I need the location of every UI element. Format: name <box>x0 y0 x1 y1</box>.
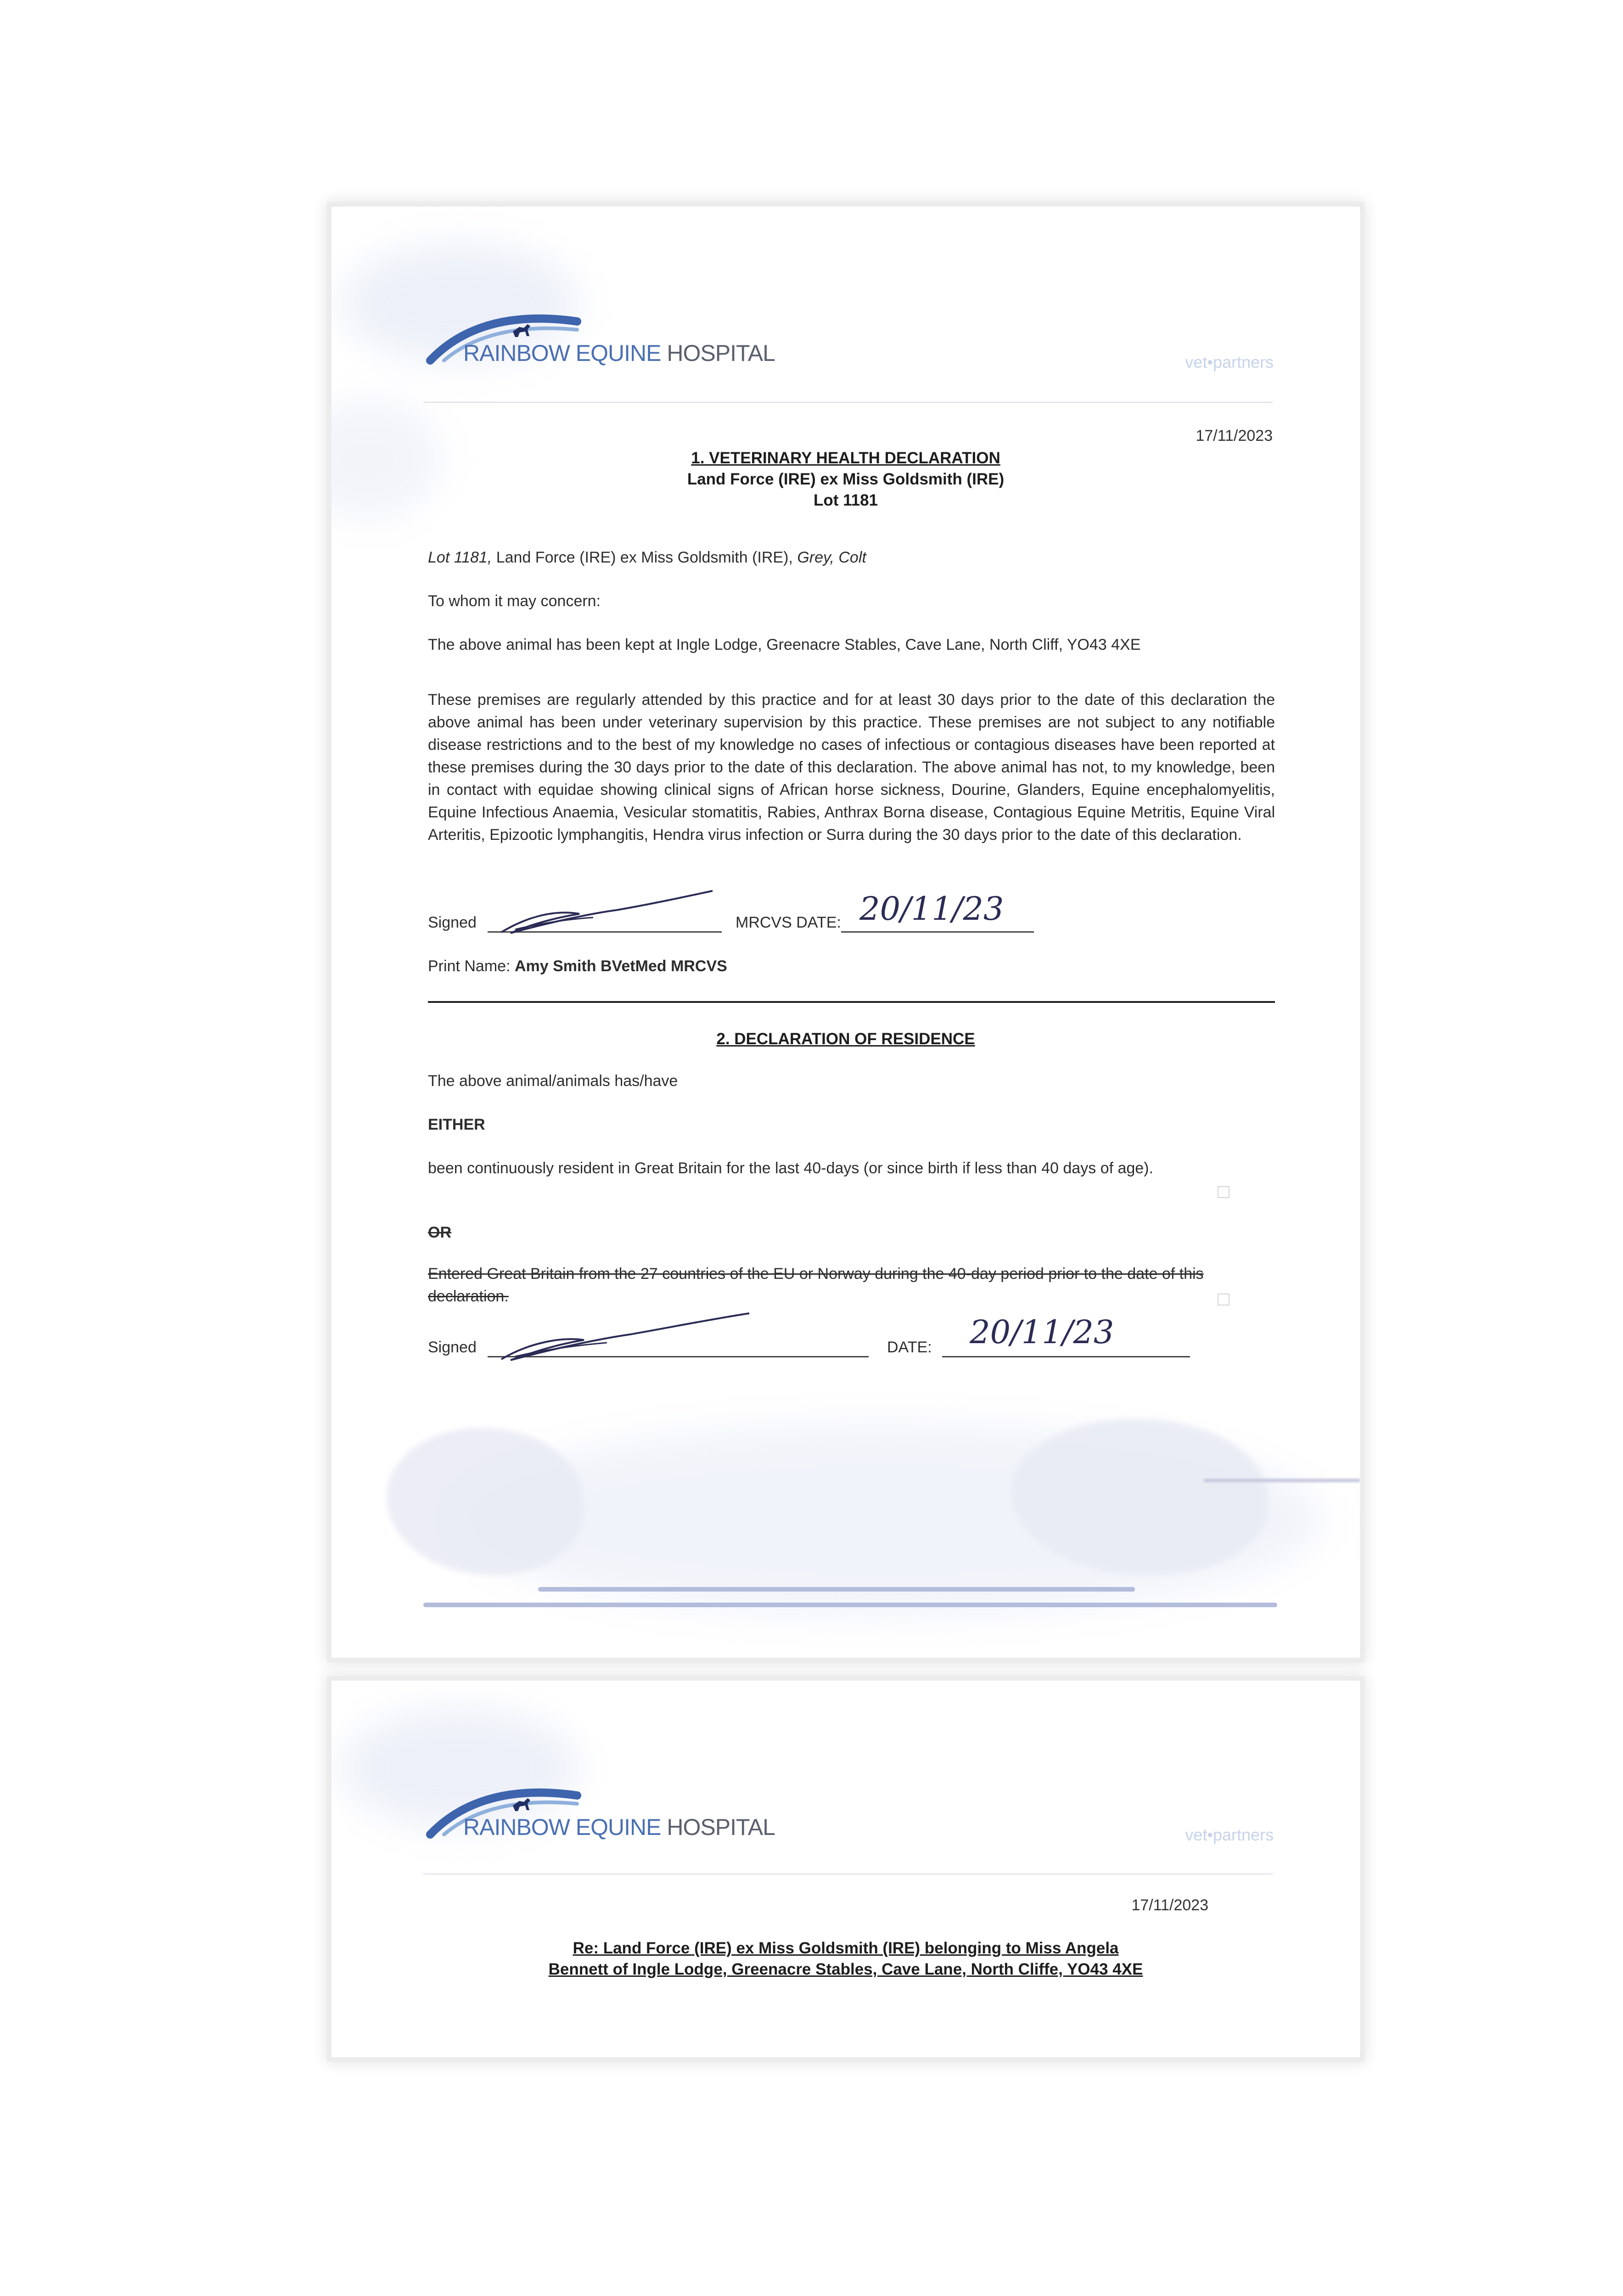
handwritten-date: 20/11/23 <box>859 890 1004 928</box>
horse-name-heading: Land Force (IRE) ex Miss Goldsmith (IRE) <box>687 470 1005 488</box>
signed-label-2: Signed <box>428 1339 477 1356</box>
lot-colour-sex: Grey, Colt <box>797 549 866 566</box>
document-date: 17/11/2023 <box>1196 427 1273 445</box>
horse-icon <box>513 1798 530 1811</box>
residence-option-2: Entered Great Britain from the 27 countries of the EU or Norway during the 40-day period prior to the date of this declaration. <box>428 1265 1204 1305</box>
lot-number: Lot 1181 <box>813 491 878 509</box>
kept-location: The above animal has been kept at Ingle Lodge, Greenacre Stables, Cave Lane, North Cliff, YO43 4XE <box>428 636 1141 653</box>
print-name <box>428 955 1275 978</box>
document-page-2 <box>331 1681 1360 2057</box>
salutation: To whom it may concern: <box>428 592 601 610</box>
or-label: OR <box>428 1224 451 1241</box>
re-line-2: Bennett of Ingle Lodge, Greenacre Stables, Cave Lane, North Cliffe, YO43 4XE <box>548 1960 1143 1978</box>
logo-name-suffix: HOSPITAL <box>661 340 775 366</box>
partner-logo-2: vet•partners <box>1185 1825 1274 1844</box>
declaration-1-heading: 1. VETERINARY HEALTH DECLARATION <box>691 449 1000 467</box>
lot-horse: Land Force (IRE) ex Miss Goldsmith (IRE), <box>492 549 797 566</box>
handwritten-date-2: 20/11/23 <box>970 1313 1114 1351</box>
health-declaration-body: These premises are regularly attended by this practice and for at least 30 days prior to the date of this declaration the above animal has been under veterinary supervision by this practice. These premises are not subject to any notifiable disease restrictions and to the best of my knowledge no cases of infectious or contagious diseases have been reported at these premises during the 30 days prior to the date of this declaration. The above animal has not, to my knowledge, been in contact with equidae showing clinical signs of African horse sickness, Dourine, Glanders, Equine encephalomyelitis, Equine Infectious Anaemia, Vesicular stomatitis, Rabies, Anthrax Borna disease, Contagious Equine Metritis, Equine Viral Arteritis, Epizootic lymphangitis, Hendra virus infection or Surra during the 30 days prior to the date of this declaration. <box>428 691 1275 844</box>
logo-text <box>463 1814 775 1840</box>
page-edge-mark <box>1204 1479 1360 1482</box>
declaration-2-title-block <box>331 1029 1360 1050</box>
vet-signature <box>497 882 717 941</box>
signed-label: Signed <box>428 914 477 931</box>
logo-text <box>463 340 775 366</box>
re-line-block <box>331 1938 1360 1980</box>
date-line <box>841 931 1034 933</box>
logo-name-prefix: RAINBOW EQUINE <box>463 1814 661 1840</box>
header-divider <box>423 402 1273 403</box>
horse-icon <box>513 324 530 337</box>
lot-description <box>428 546 1275 569</box>
mrcvs-date-label: MRCVS DATE: <box>736 914 841 931</box>
residence-intro: The above animal/animals has/have <box>428 1072 678 1090</box>
partner-logo: vet•partners <box>1185 353 1274 371</box>
print-name-value: Amy Smith BVetMed MRCVS <box>514 957 727 975</box>
document-date-2: 17/11/2023 <box>1131 1896 1208 1914</box>
declaration-2-heading: 2. DECLARATION OF RESIDENCE <box>716 1030 975 1048</box>
logo-name-suffix: HOSPITAL <box>661 1814 775 1840</box>
residence-option-1: been continuously resident in Great Britain for the last 40-days (or since birth if less than 40 days of age). <box>428 1159 1153 1177</box>
re-line-1: Re: Land Force (IRE) ex Miss Goldsmith (IRE) belonging to Miss Angela <box>573 1939 1119 1957</box>
either-label: EITHER <box>428 1116 485 1133</box>
declaration-1-title-block <box>331 448 1360 511</box>
section-divider <box>428 1001 1275 1003</box>
option-2-checkbox[interactable] <box>1218 1294 1230 1306</box>
residence-signature <box>497 1304 754 1368</box>
logo-name-prefix: RAINBOW EQUINE <box>463 340 661 366</box>
option-1-checkbox[interactable] <box>1218 1186 1230 1198</box>
document-page-1 <box>331 207 1360 1658</box>
lot-ref: Lot 1181, <box>428 549 492 566</box>
hospital-logo-2 <box>426 1777 802 1846</box>
date-label-2: DATE: <box>887 1339 932 1356</box>
date-line-2 <box>942 1356 1190 1357</box>
footer-contact-info <box>423 1584 1286 1616</box>
watermark-horse-left <box>387 1428 584 1575</box>
print-name-label: Print Name: <box>428 957 515 975</box>
hospital-logo <box>426 303 802 372</box>
